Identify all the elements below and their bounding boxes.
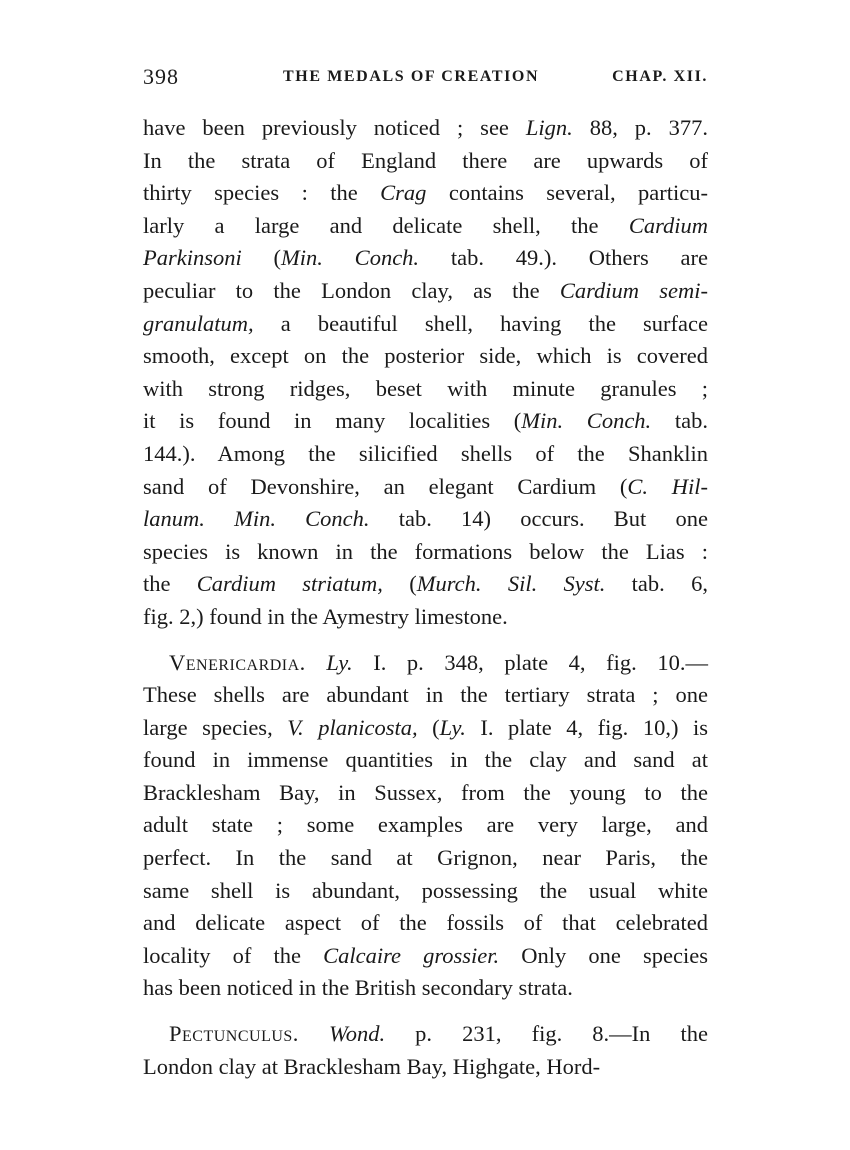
text-line [143, 601, 708, 634]
text-run: peculiar to the London clay, as the [143, 277, 560, 303]
text-run: smooth, except on the posterior side, which is covered [143, 343, 708, 369]
text-line [143, 177, 708, 210]
text-line [143, 275, 708, 308]
text-run: contains several, particu- [426, 180, 708, 206]
chapter-label: CHAP. XII. [612, 68, 708, 85]
text-line [143, 471, 708, 504]
text-line [143, 940, 708, 973]
italic-term: C. Hil- [627, 473, 708, 499]
text-run: the [143, 571, 197, 597]
text-run: I. p. 348, plate 4, fig. 10.— [352, 649, 708, 675]
text-run [299, 1021, 329, 1046]
text-line [143, 405, 708, 438]
text-run: same shell is abundant, possessing the usual white [143, 877, 708, 903]
text-run: tab. 6, [605, 571, 708, 597]
text-run: p. 231, fig. 8.—In the [385, 1021, 708, 1047]
text-line [143, 242, 708, 275]
text-line [143, 907, 708, 940]
italic-term: lanum. Min. Conch. [143, 506, 370, 532]
text-run: found in immense quantities in the clay and sand at [143, 747, 708, 773]
text-line [143, 112, 708, 145]
running-title: THE MEDALS OF CREATION [283, 68, 540, 85]
text-run: species is known in the formations below the Lias : [143, 538, 708, 564]
text-run: with strong ridges, beset with minute granules ; [143, 375, 708, 401]
text-line [143, 647, 708, 680]
text-run: and delicate aspect of the fossils of that celebrated [143, 910, 708, 936]
text-run: thirty species : the [143, 180, 381, 206]
text-line [143, 536, 708, 569]
text-line [143, 340, 708, 373]
paragraph [143, 1018, 708, 1083]
page-number: 398 [143, 64, 179, 89]
italic-term: V. planicosta, [287, 714, 418, 740]
page-header [143, 64, 708, 92]
text-run: ( [241, 245, 282, 271]
text-run: ( [417, 714, 440, 740]
text-run: fig. 2,) found in the Aymestry limestone. [143, 603, 508, 629]
genus-heading: Venericardia. [169, 649, 306, 675]
text-run: ( [382, 571, 417, 597]
italic-term: Min. Conch. [521, 408, 652, 434]
text-line [143, 438, 708, 471]
text-run: Bracklesham Bay, in Sussex, from the young to the [143, 779, 708, 805]
text-run: In the strata of England there are upwards of [143, 147, 708, 173]
italic-term: Cardium striatum, [196, 571, 383, 597]
italic-term: Cardium [628, 212, 708, 238]
text-run: adult state ; some examples are very large, and [143, 812, 708, 838]
text-run: perfect. In the sand at Grignon, near Paris, the [143, 845, 708, 871]
text-line [143, 972, 708, 1005]
text-line [143, 1051, 708, 1084]
text-run: Only one species [499, 942, 708, 968]
text-run: large species, [143, 714, 288, 740]
text-line [143, 145, 708, 178]
body-text [143, 112, 708, 1083]
text-run [306, 650, 327, 675]
paragraph-gap [143, 634, 708, 647]
text-run: locality of the [143, 942, 324, 968]
text-run: London clay at Bracklesham Bay, Highgate, Hord- [143, 1053, 601, 1079]
paragraph [143, 647, 708, 1006]
italic-term: Min. Conch. [281, 245, 420, 271]
text-line [143, 712, 708, 745]
text-line [143, 503, 708, 536]
italic-term: Calcaire grossier. [323, 942, 500, 968]
text-run: 88, p. 377. [572, 115, 709, 140]
text-line [143, 373, 708, 406]
text-line [143, 679, 708, 712]
italic-term: Crag [380, 180, 427, 206]
italic-term: Ly. [326, 649, 353, 675]
text-line [143, 842, 708, 875]
text-line [143, 875, 708, 908]
text-line [143, 744, 708, 777]
text-line [143, 809, 708, 842]
text-line [143, 777, 708, 810]
text-run: has been noticed in the British secondary strata. [143, 975, 573, 1001]
italic-term: Ly. [439, 714, 466, 740]
italic-term: Wond. [329, 1021, 386, 1047]
text-line [143, 568, 708, 601]
paragraph [143, 112, 708, 634]
italic-term: Lign. [525, 115, 573, 140]
text-run: larly a large and delicate shell, the [143, 212, 629, 238]
italic-term: Cardium semi- [559, 277, 708, 303]
text-line [143, 1018, 708, 1051]
text-run: tab. 49.). Others are [419, 245, 708, 271]
text-run: tab. [651, 408, 708, 434]
text-run: sand of Devonshire, an elegant Cardium ( [143, 473, 628, 499]
text-line [143, 308, 708, 341]
text-run: I. plate 4, fig. 10,) is [465, 714, 708, 740]
italic-term: Parkinsoni [143, 245, 242, 271]
text-run: a beautiful shell, having the surface [253, 310, 708, 336]
text-run: have been previously noticed ; see [143, 115, 526, 140]
text-run: tab. 14) occurs. But one [369, 506, 708, 532]
text-line [143, 210, 708, 243]
text-run: These shells are abundant in the tertiary strata ; one [143, 682, 708, 708]
genus-heading: Pectunculus. [169, 1021, 299, 1047]
italic-term: granulatum, [143, 310, 254, 336]
text-run: it is found in many localities ( [143, 408, 522, 434]
text-run: 144.). Among the silicified shells of the Shanklin [143, 440, 708, 466]
paragraph-gap [143, 1005, 708, 1018]
italic-term: Murch. Sil. Syst. [416, 571, 606, 597]
